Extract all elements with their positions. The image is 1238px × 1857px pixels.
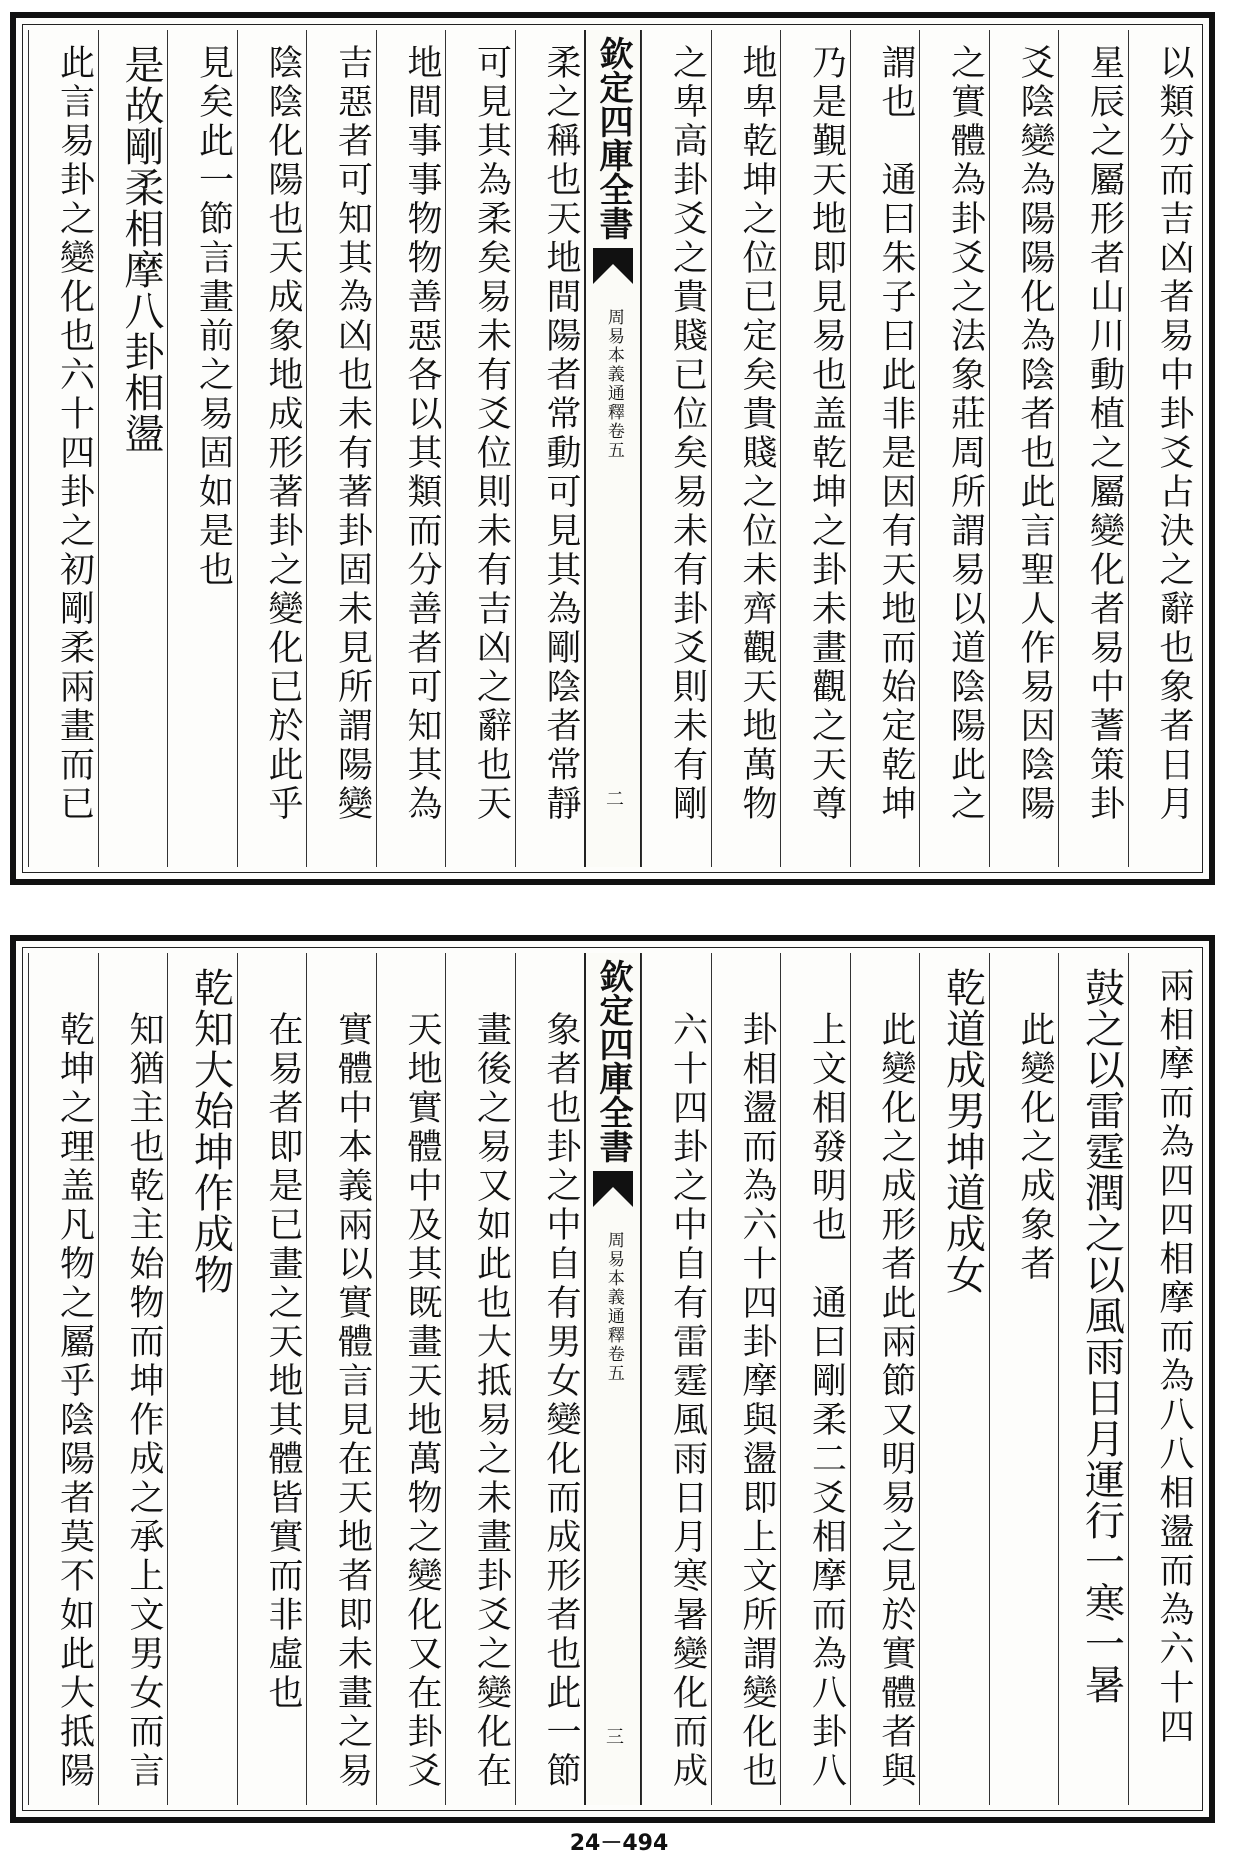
- commentary-column: 上文相發明也 通曰剛柔二爻相摩而為八卦八: [780, 953, 850, 1805]
- center-spine: [584, 953, 641, 1805]
- commentary-column: 此變化之成形者此兩節又明易之見於實體者與: [850, 953, 920, 1805]
- commentary-column: 陰陰化陽也天成象地成形著卦之變化已於此乎: [237, 30, 307, 867]
- commentary-column: 兩相摩而為四四相摩而為八八相盪而為六十四: [1128, 953, 1198, 1805]
- commentary-column: 天地實體中及其既畫天地萬物之變化又在卦爻: [376, 953, 446, 1805]
- upper-page: [10, 12, 1215, 885]
- commentary-column: 可見其為柔矣易未有爻位則未有吉凶之辭也天: [445, 30, 515, 867]
- commentary-column: 象者也卦之中自有男女變化而成形者也此一節: [515, 953, 585, 1805]
- commentary-column: 爻陰變為陽陽化為陰者也此言聖人作易因陰陽: [989, 30, 1059, 867]
- leaf-number: 二: [603, 789, 624, 807]
- commentary-column: 此言易卦之變化也六十四卦之初剛柔兩畫而已: [28, 30, 98, 867]
- upper-page-columns: [28, 30, 1197, 867]
- book-title: 周易本義通釋: [603, 1231, 624, 1345]
- book-header: 欽定四庫全書: [593, 959, 633, 1163]
- commentary-column: 乃是覲天地即見易也盖乾坤之卦未畫觀之天尊: [780, 30, 850, 867]
- leaf-number: 三: [603, 1727, 624, 1745]
- volume-label: 卷五: [603, 422, 624, 460]
- center-spine: [584, 30, 641, 867]
- commentary-column: 吉惡者可知其為凶也未有著卦固未見所謂陽變: [306, 30, 376, 867]
- book-title: 周易本義通釋: [603, 308, 624, 422]
- commentary-column: 知猶主也乾主始物而坤作成之承上文男女而言: [98, 953, 168, 1805]
- commentary-column: 柔之稱也天地間陽者常動可見其為剛陰者常靜: [515, 30, 585, 867]
- commentary-column: 星辰之屬形者山川動植之屬變化者易中蓍策卦: [1058, 30, 1128, 867]
- commentary-column: 畫後之易又如此也大抵易之未畫卦爻之變化在: [445, 953, 515, 1805]
- lower-page-columns: [28, 953, 1197, 1805]
- classic-text-column: 鼓之以雷霆潤之以風雨日月運行一寒一暑: [1058, 953, 1128, 1805]
- lower-page: [10, 935, 1215, 1823]
- commentary-column: 地間事事物物善惡各以其類而分善者可知其為: [376, 30, 446, 867]
- page-number: 24－494: [569, 1831, 669, 1856]
- volume-label: 卷五: [603, 1345, 624, 1383]
- commentary-column: 六十四卦之中自有雷霆風雨日月寒暑變化而成: [641, 953, 711, 1805]
- commentary-column: 之實體為卦爻之法象莊周所謂易以道陰陽此之: [919, 30, 989, 867]
- commentary-column: 地卑乾坤之位已定矣貴賤之位未齊觀天地萬物: [711, 30, 781, 867]
- classic-text-column: 乾知大始坤作成物: [167, 953, 237, 1805]
- commentary-column: 在易者即是已畫之天地其體皆實而非虛也: [237, 953, 307, 1805]
- commentary-column: 卦相盪而為六十四卦摩與盪即上文所謂變化也: [711, 953, 781, 1805]
- commentary-column: 以類分而吉凶者易中卦爻占決之辭也象者日月: [1128, 30, 1198, 867]
- commentary-column: 見矣此一節言畫前之易固如是也: [167, 30, 237, 867]
- classic-text-column: 是故剛柔相摩八卦相盪: [98, 30, 168, 867]
- fish-tail-ornament-icon: [593, 1171, 633, 1207]
- commentary-column: 之卑高卦爻之貴賤已位矣易未有卦爻則未有剛: [641, 30, 711, 867]
- commentary-column: 乾坤之理盖凡物之屬乎陰陽者莫不如此大抵陽: [28, 953, 98, 1805]
- book-header: 欽定四庫全書: [593, 36, 633, 240]
- classic-text-column: 乾道成男坤道成女: [919, 953, 989, 1805]
- commentary-column: 此變化之成象者: [989, 953, 1059, 1805]
- commentary-column: 實體中本義兩以實體言見在天地者即未畫之易: [306, 953, 376, 1805]
- commentary-column: 謂也 通曰朱子曰此非是因有天地而始定乾坤: [850, 30, 920, 867]
- fish-tail-ornament-icon: [593, 248, 633, 284]
